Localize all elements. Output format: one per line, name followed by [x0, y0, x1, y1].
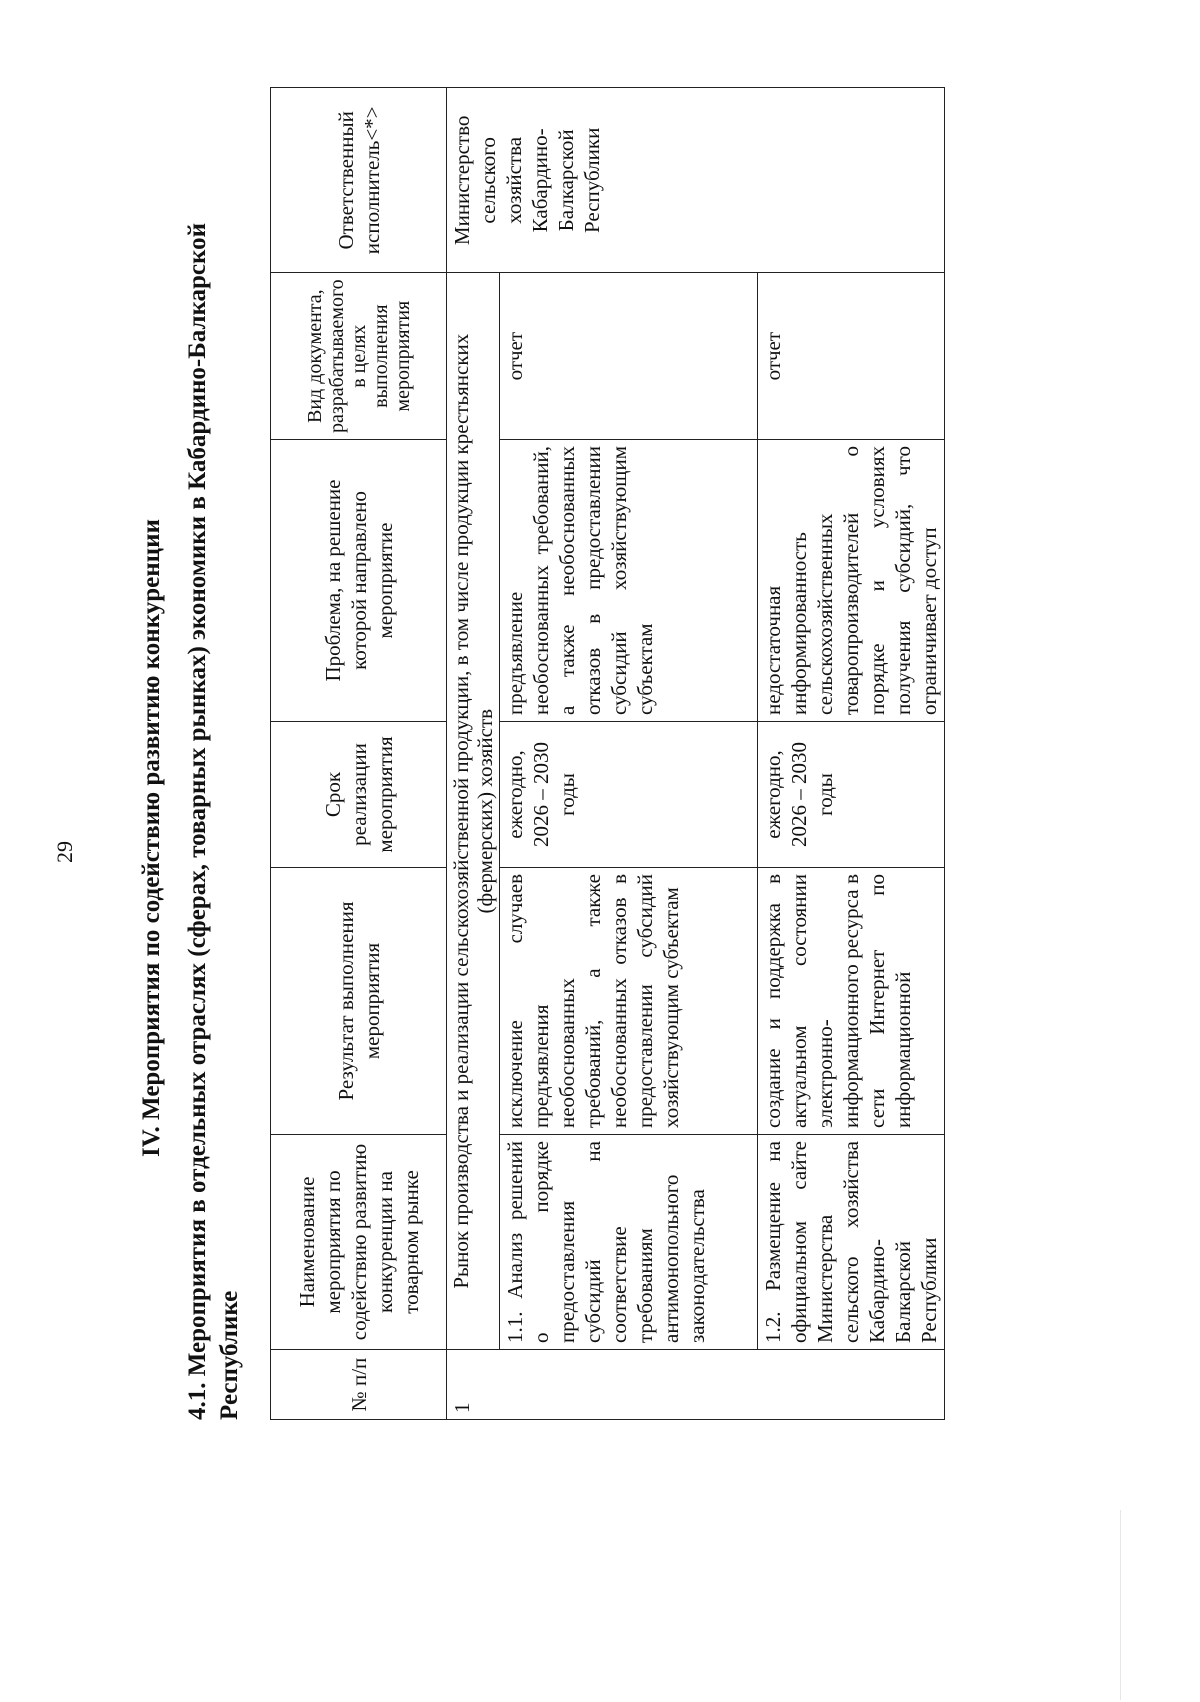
- table-row: [758, 88, 945, 1420]
- section-title: IV. Мероприятия по содействию развитию конкуренции: [138, 519, 165, 1157]
- row-name: 1.2. Размещение на официальном сайте Министерства сельского хозяйства Кабардино-Балкарской Республики: [758, 1135, 945, 1350]
- section-executor: Министерство сельского хозяйства Кабардино-Балкарской Республики: [447, 88, 945, 273]
- scan-artifact: [1120, 1510, 1121, 1700]
- measures-table: [270, 87, 945, 1420]
- header-problem: Проблема, на решение которой направлено мероприятие: [271, 440, 447, 722]
- subsection-title: 4.1. Мероприятия в отдельных отраслях (сферах, товарных рынках) экономики в Кабардино-Балкарской Республике: [184, 222, 243, 1420]
- row-doc-type: отчет: [500, 273, 758, 440]
- row-name: 1.1. Анализ решений о порядке предоставления субсидий на соответствие требованиям антимонопольного законодательства: [500, 1135, 758, 1350]
- row-doc-type: отчет: [758, 273, 945, 440]
- row-result: создание и поддержка в актуальном состоянии электронно-информационного ресурса в сети Интернет по информационной: [758, 868, 945, 1135]
- header-term: Срок реализации мероприятия: [271, 722, 447, 868]
- row-result: исключение случаев предъявления необоснованных требований, а также необоснованных отказов в предоставлении субсидий хозяйствующим субъектам: [500, 868, 758, 1135]
- section-num: 1: [447, 1350, 945, 1420]
- row-problem: недостаточная информированность сельскохозяйственных товаропроизводителей о порядке и условиях получения субсидий, что ограничивает доступ: [758, 440, 945, 722]
- header-doc-type: Вид документа, разрабатываемого в целях выполнения мероприятия: [271, 273, 447, 440]
- table-row: [500, 88, 758, 1420]
- header-num: № п/п: [271, 1350, 447, 1420]
- header-name: Наименование мероприятия по содействию развитию конкуренции на товарном рынке: [271, 1135, 447, 1350]
- row-term: ежегодно, 2026 – 2030 годы: [758, 722, 945, 868]
- table-header-row: [271, 88, 447, 1420]
- section-title-cell: Рынок производства и реализации сельскохозяйственной продукции, в том числе продукции крестьянских (фермерских) хозяйств: [447, 273, 500, 1350]
- row-problem: предъявление необоснованных требований, а также необоснованных отказов в предоставлении субсидий хозяйствующим субъектам: [500, 440, 758, 722]
- header-result: Результат выполнения мероприятия: [271, 868, 447, 1135]
- page-number: 29: [52, 841, 77, 863]
- section-row: [447, 88, 500, 1420]
- row-term: ежегодно, 2026 – 2030 годы: [500, 722, 758, 868]
- header-executor: Ответственный исполнитель<*>: [271, 88, 447, 273]
